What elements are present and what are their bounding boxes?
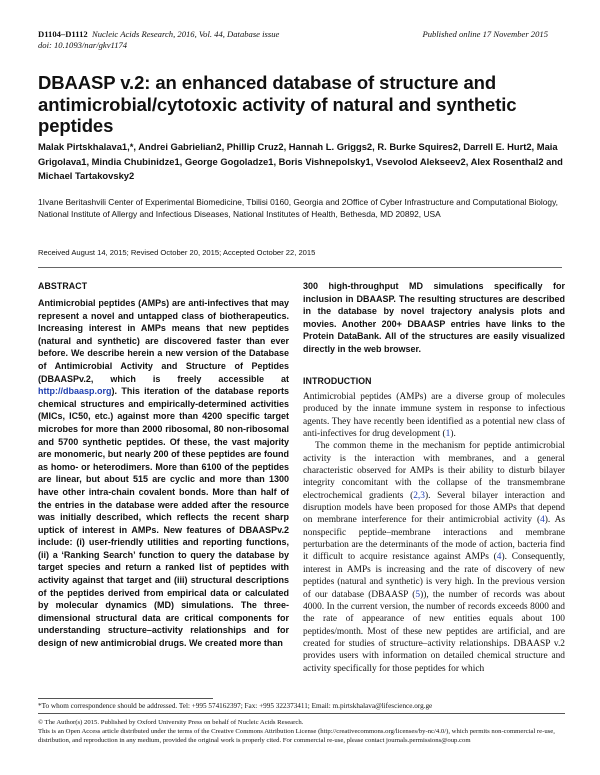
correspondence-footnote: *To whom correspondence should be addressed. Tel: +995 574162397; Fax: +995 322373411; Email: m.pirtskhalava@lifescience.org.ge bbox=[38, 702, 433, 710]
dbaasp-link[interactable]: http://dbaasp.org bbox=[38, 386, 112, 397]
running-header-left bbox=[38, 29, 279, 51]
affiliations: 1Ivane Beritashvili Center of Experimental Biomedicine, Tbilisi 0160, Georgia and 2Office of Cyber Infrastructure and Computational Biology, National Institute of Allergy and Infectious Diseases, National Institutes of Health, Bethesda, MD 20892, USA bbox=[38, 197, 558, 220]
abstract-text-2: ). This iteration of the database reports chemical structures and empirically-determined activities (MICs, IC50, etc.) against more than 4200 specific target microbes for more than 2000 ribosomal, 80 non-ribosomal and 5700 synthetic peptides. Of these, the vast majority are monomeric, but nearly 200 of these peptides are found as homo- or heterodimers. More than 6100 of the peptides are linear, but about 515 are cyclic and more than 1300 have other intra-chain covalent bonds. More than half of the entries in the database were added after the resource was initially described, which reflects the recent sharp uptick of interest in AMPs. New features of DBAASPv.2 include: (i) user-friendly utilities and reporting functions, (ii) a ‘Ranking Search’ function to query the database by target species and return a ranked list of peptides with activity against that target and (iii) structural descriptions of the peptides derived from empirical data or calculated by molecular dynamics (MD) simulations. The three-dimensional structural data are critical components for understanding structure–activity relationships and for design of new antimicrobial drugs. We created more than bbox=[38, 386, 289, 649]
article-title: DBAASP v.2: an enhanced database of structure and antimicrobial/cytotoxic activity of natural and synthetic peptides bbox=[38, 72, 517, 136]
copyright-divider bbox=[38, 713, 565, 714]
citation-link[interactable]: 1 bbox=[445, 429, 451, 440]
intro-paragraph-1 bbox=[303, 391, 565, 440]
abstract-continued: 300 high-throughput MD simulations specifically for inclusion in DBAASP. The resulting structures are described in the database by novel trajectory analysis plots and movies. Another 200+ DBAASP entries have links to the Protein DataBank. All of the structures are easily visualized directly in the web browser. bbox=[303, 281, 565, 354]
abstract-body bbox=[38, 297, 289, 650]
citation-link[interactable]: 5 bbox=[415, 589, 421, 600]
intro-p2-a: The common theme in the mechanism for peptide antimicrobial activity is the interaction with membranes, and a general characteristic observed for AMPs is their ability to disturb bilayer integrity concomitant with the collapse of the transmembrane electrochemical gradients ( bbox=[303, 441, 565, 501]
license-text: This is an Open Access article distributed under the terms of the Creative Commons Attribution License (http://creativecommons.org/licenses/by-nc/4.0/), which permits non-commercial re-use, distribution, and reproduction in any medium, provided the original work is properly cited. For commercial re-use, please contact journals.permissions@oup.com bbox=[38, 728, 555, 745]
citation-link[interactable]: 4 bbox=[496, 552, 502, 563]
footnote-divider bbox=[38, 698, 213, 699]
copyright-notice bbox=[38, 718, 565, 746]
citation-link[interactable]: 4 bbox=[540, 515, 545, 526]
journal-citation: Nucleic Acids Research, 2016, Vol. 44, Database issue bbox=[91, 29, 280, 39]
introduction-body bbox=[303, 391, 565, 675]
citation-link[interactable]: 2,3 bbox=[413, 490, 425, 501]
intro-p1-end: ). bbox=[450, 429, 456, 440]
intro-paragraph-2 bbox=[303, 440, 565, 675]
intro-p2-e: )), the number of records was about 4000. In the current version, the number of records exceeds 8000 and the rate of appearance of new entities equals about 100 peptides/month. Most of these new peptides are artificial, and are created for studies of structure–activity relationships. DBAASP v.2 provides users with information on detailed chemical structure and activity specifically for those peptides for which bbox=[303, 589, 565, 674]
intro-p2-c: ). As nonspecific peptide–membrane interactions and membrane perturbation are the determinants of the mode of action, bacteria find it difficult to acquire resistance against AMPs ( bbox=[303, 515, 565, 563]
doi: doi: 10.1093/nar/gkv1174 bbox=[38, 40, 128, 50]
introduction-heading: INTRODUCTION bbox=[303, 376, 372, 386]
published-date: Published online 17 November 2015 bbox=[422, 29, 548, 39]
abstract-text-1: Antimicrobial peptides (AMPs) are anti-infectives that may represent a novel and untapped class of biotherapeutics. Increasing interest in AMPs means that new peptides (natural and synthetic) are discovered faster than ever before. We describe herein a new version of the Database of Antimicrobial Activity and Structure of Peptides (DBAASPv.2, which is freely accessible at bbox=[38, 298, 289, 384]
abstract-heading: ABSTRACT bbox=[38, 281, 88, 291]
intro-p2-d: ). Consequently, interest in AMPs is increasing and the rate of discovery of new peptides (natural and synthetic) is very high. In the previous version of our database (DBAASP ( bbox=[303, 552, 566, 600]
received-dates: Received August 14, 2015; Revised October 20, 2015; Accepted October 22, 2015 bbox=[38, 248, 316, 257]
intro-p2-b: ). Several bilayer interaction and disruption models have been proposed for those AMPs that depend on membrane interference for their antimicrobial activity ( bbox=[303, 490, 565, 526]
author-list: Malak Pirtskhalava1,*, Andrei Gabrielian2, Phillip Cruz2, Hannah L. Griggs2, R. Burke Squires2, Darrell E. Hurt2, Maia Grigolava1, Mindia Chubinidze1, George Gogoladze1, Boris Vishnepolsky1, Vsevolod Alekseev2, Alex Rosenthal2 and Michael Tartakovsky2 bbox=[38, 141, 563, 181]
page-range: D1104–D1112 bbox=[38, 29, 88, 39]
header-divider bbox=[38, 267, 562, 268]
intro-p1-text: Antimicrobial peptides (AMPs) are a diverse group of molecules produced by the innate immune system in response to infectious agents. They have recently been identified as a potential new class of anti-infectives for drug development ( bbox=[303, 392, 565, 440]
copyright-line: © The Author(s) 2015. Published by Oxford University Press on behalf of Nucleic Acids Research. bbox=[38, 719, 304, 726]
